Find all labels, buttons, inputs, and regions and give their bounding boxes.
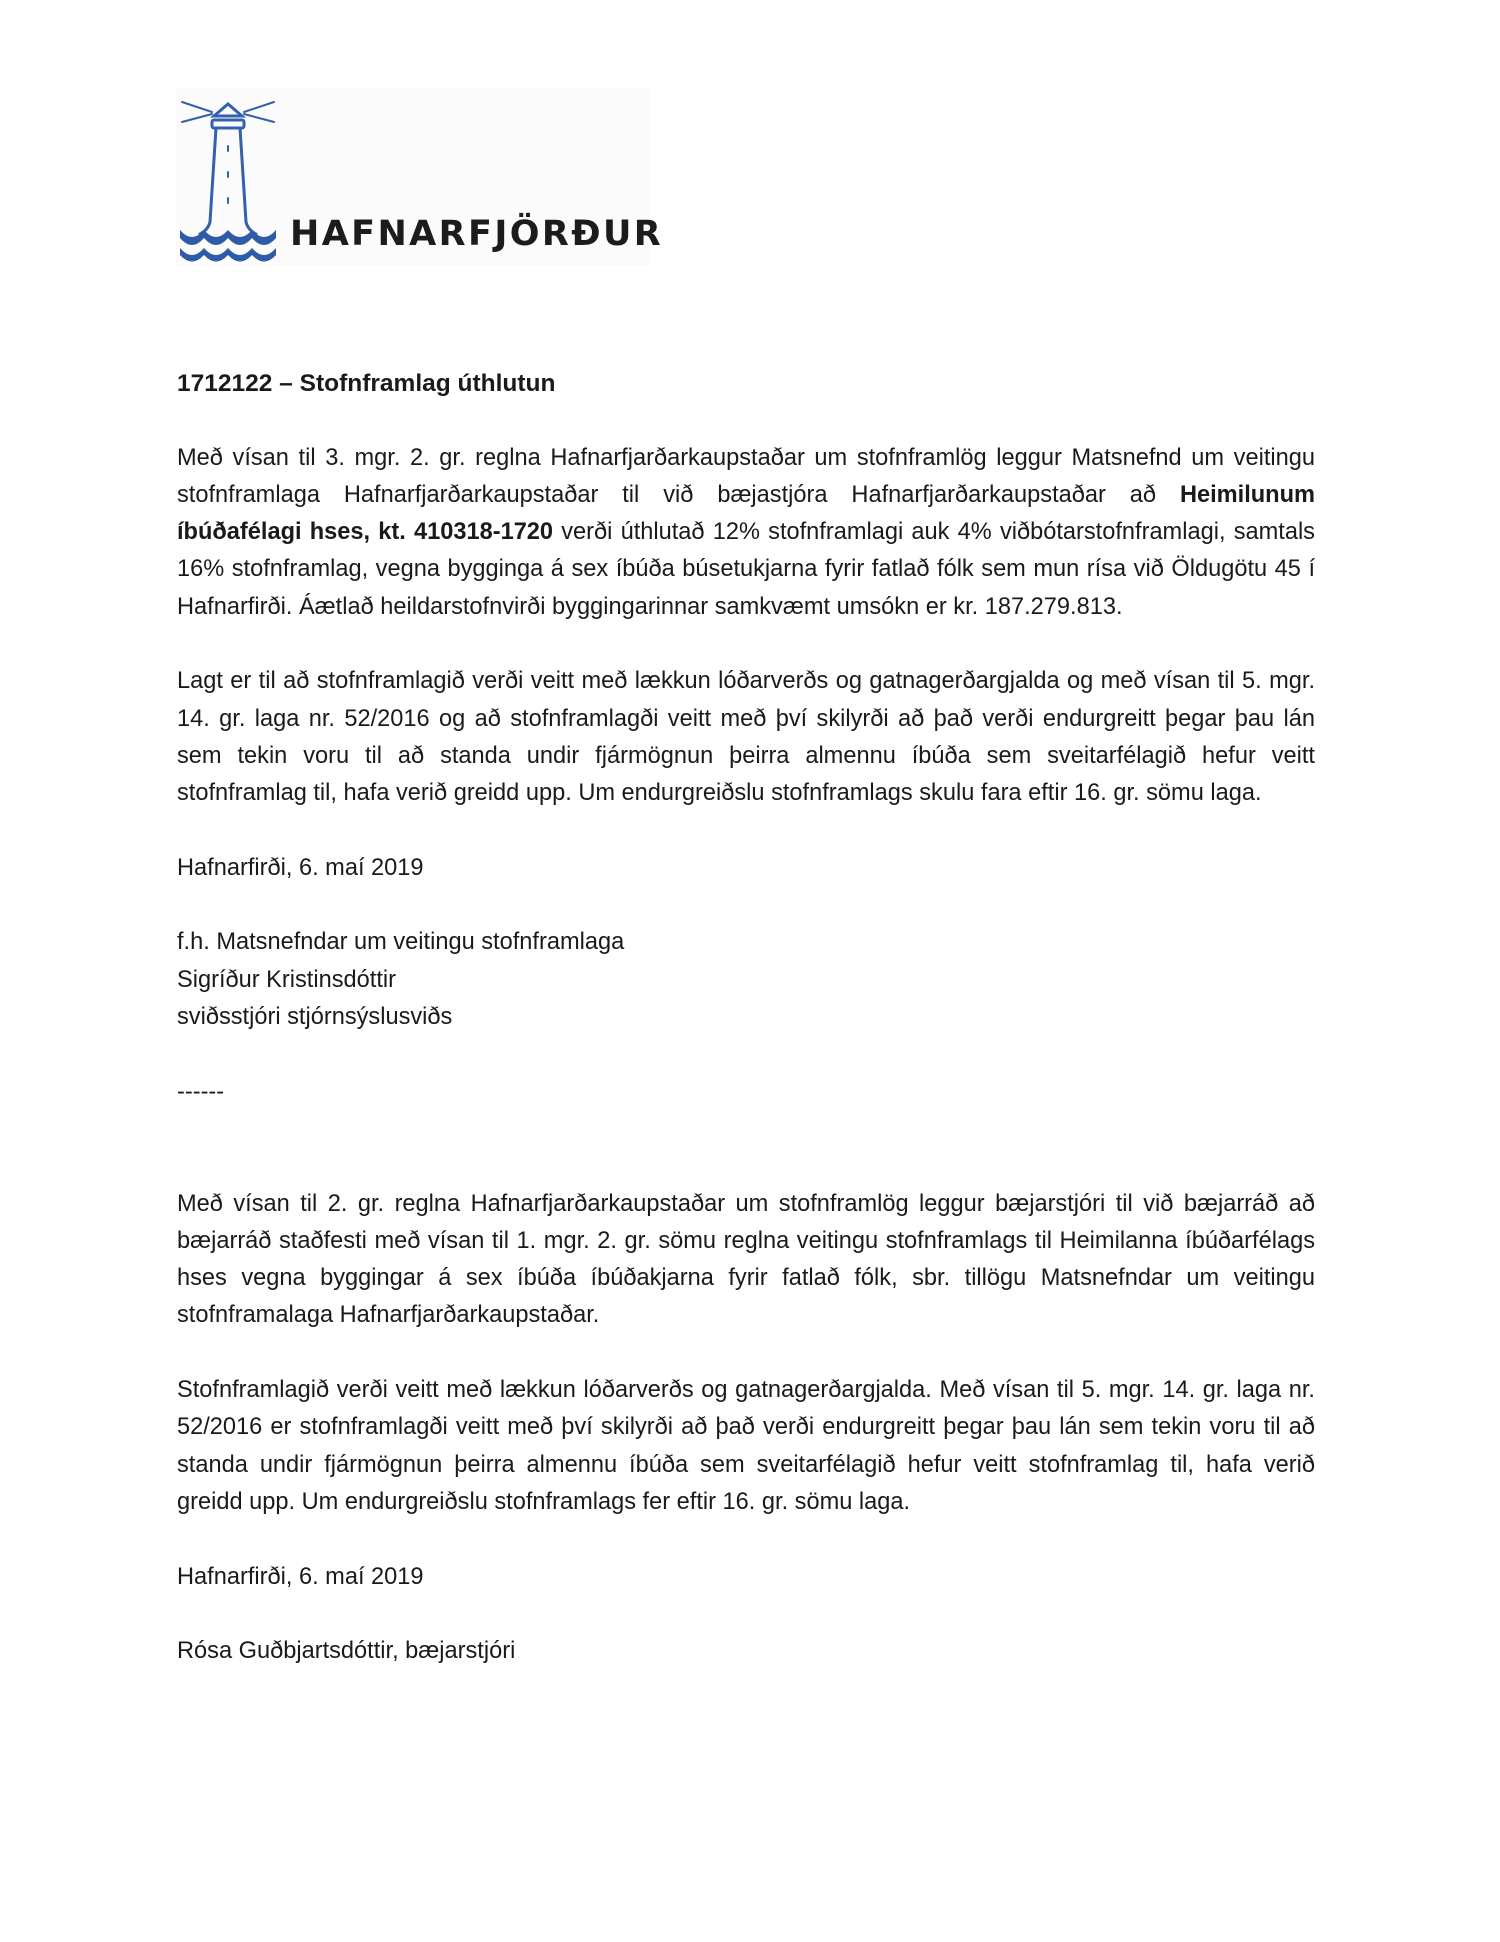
lighthouse-icon — [178, 96, 278, 262]
section2-signature: Rósa Guðbjartsdóttir, bæjarstjóri — [177, 1638, 516, 1665]
logo-wordmark: HAFNARFJÖRÐUR — [290, 214, 664, 254]
section1-signature — [177, 924, 1315, 1036]
paragraph-text: Með vísan til 3. mgr. 2. gr. reglna Hafnarfjarðarkaupstaðar um stofnframlög leggur Matsnefnd um veitingu stofnframlaga Hafnarfjarðarkaupstaðar til við bæjastjóra Hafnarfjarðarkaupstaðar að — [177, 444, 1315, 508]
signature-role: sviðsstjóri stjórnsýslusviðs — [177, 1004, 453, 1031]
signature-name: Sigríður Kristinsdóttir — [177, 966, 396, 993]
section1-date: Hafnarfirði, 6. maí 2019 — [177, 854, 424, 881]
section1-paragraph2: Lagt er til að stofnframlagið verði veitt með lækkun lóðarverðs og gatnagerðargjalda og með vísan til 5. mgr. 14. gr. laga nr. 52/2016 og að stofnframlagði veitt með því skilyrði að það verði endurgreitt þegar þau lán sem tekin voru til að standa undir fjármögnun þeirra almennu íbúða sem sveitarfélagið hefur veitt stofnframlag til, hafa verið greidd upp. Um endurgreiðslu stofnframlags skulu fara eftir 16. gr. sömu laga. — [177, 668, 1315, 807]
section2-paragraph2: Stofnframlagið verði veitt með lækkun lóðarverðs og gatnagerðargjalda. Með vísan til 5. mgr. 14. gr. laga nr. 52/2016 er stofnframlagði veitt með því skilyrði að það verði endurgreitt þegar þau lán sem tekin voru til að standa undir fjármögnun þeirra almennu íbúða sem sveitarfélagið hefur veitt stofnframlag til, hafa verið greidd upp. Um endurgreiðslu stofnframlags fer eftir 16. gr. sömu laga. — [177, 1377, 1315, 1515]
page-title: 1712122 – Stofnframlag úthlutun — [177, 370, 556, 397]
separator: ------ — [177, 1078, 225, 1105]
paragraph-text: verði úthlutað 12% stofnframlagi auk 4% viðbótarstofnframlagi, samtals 16% stofnframlag, vegna bygginga á sex íbúða búsetukjarna fyrir fatlað fólk sem mun rísa við Öldugötu 45 í Hafnarfirði. Áætlað heildarstofnvirði byggingarinnar samkvæmt umsókn er kr. 187.279.813. — [177, 519, 1315, 620]
signature-on-behalf: f.h. Matsnefndar um veitingu stofnframlaga — [177, 929, 625, 956]
section2-paragraph1: Með vísan til 2. gr. reglna Hafnarfjarðarkaupstaðar um stofnframlög leggur bæjarstjóri til við bæjarráð að bæjarráð staðfesti með vísan til 1. mgr. 2. gr. sömu reglna veitingu stofnframlags til Heimilanna íbúðarfélags hses vegna byggingar á sex íbúða íbúðakjarna fyrir fatlað fólk, sbr. tillögu Matsnefndar um veitingu stofnframalaga Hafnarfjarðarkaupstaðar. — [177, 1190, 1315, 1329]
section2-date: Hafnarfirði, 6. maí 2019 — [177, 1563, 424, 1590]
recipient-bold: Heimilunum íbúðafélagi hses, kt. 410318-1720 — [177, 481, 1315, 546]
document-body — [177, 365, 1315, 1708]
section1-paragraph1 — [177, 440, 1315, 626]
